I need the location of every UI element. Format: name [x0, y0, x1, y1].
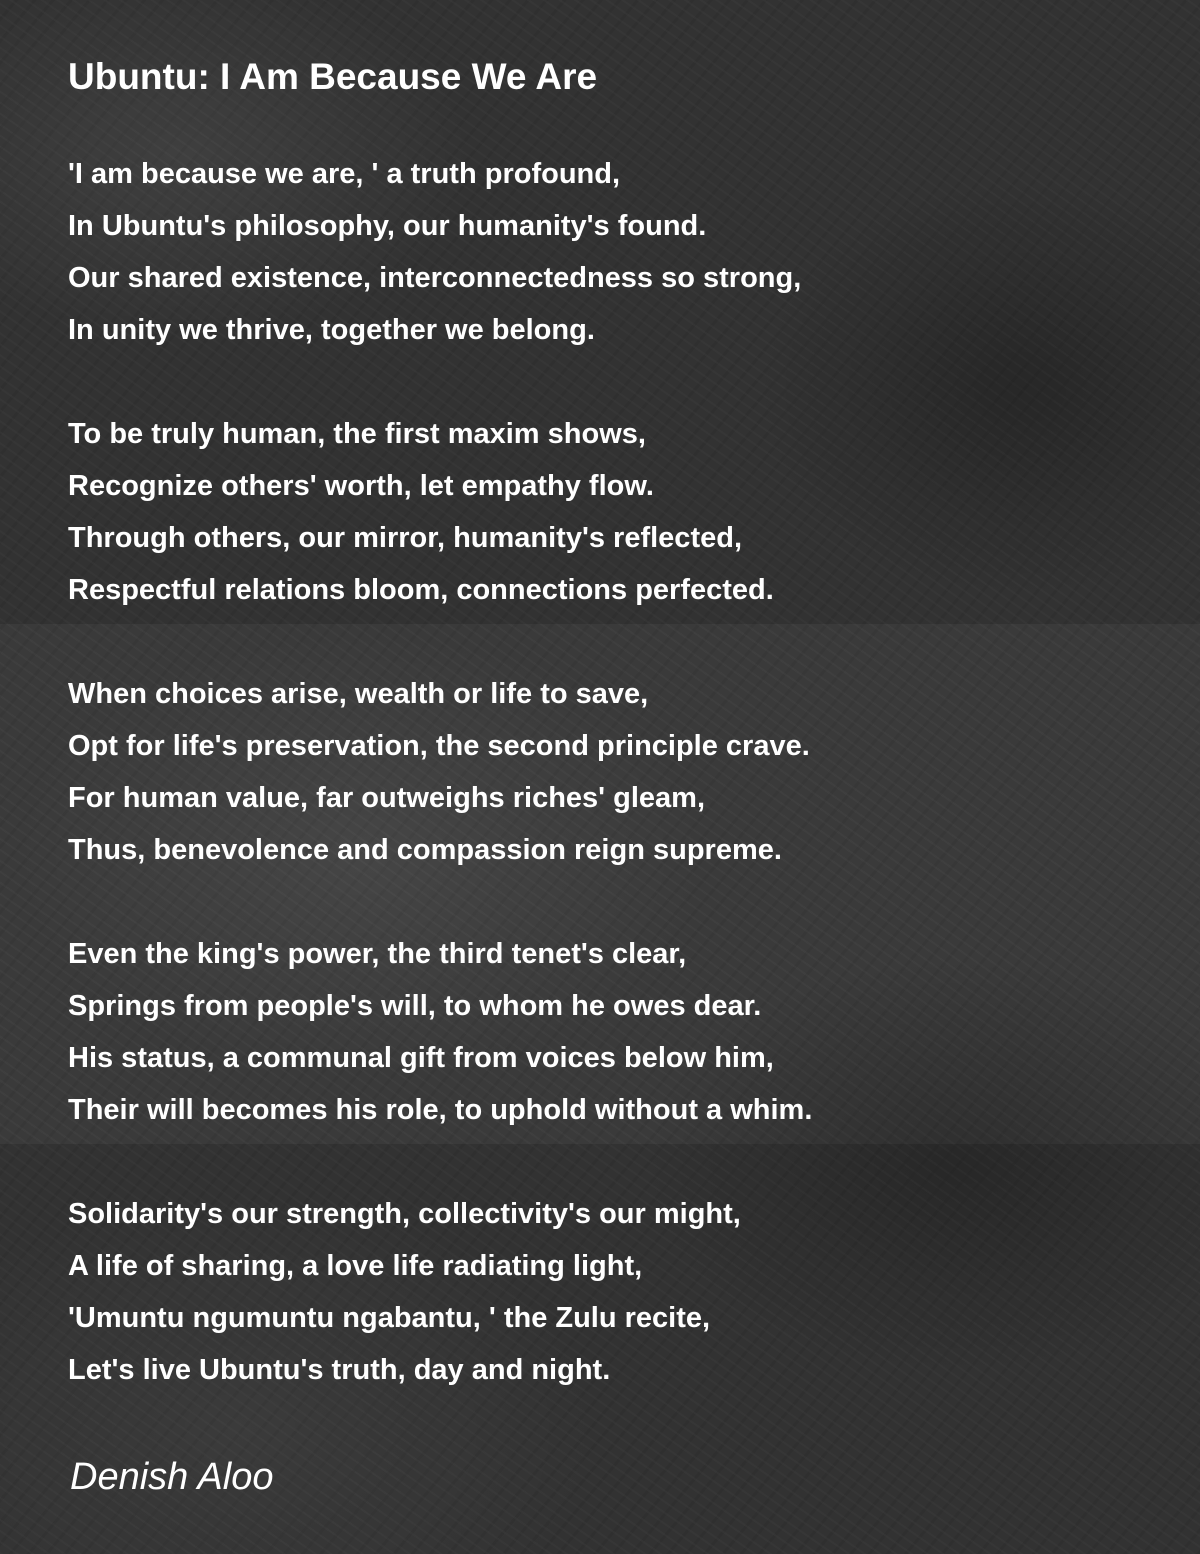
poem-line: Opt for life's preservation, the second principle crave.	[68, 730, 810, 762]
poem-line: Springs from people's will, to whom he owes dear.	[68, 990, 762, 1022]
poem-line: When choices arise, wealth or life to save,	[68, 678, 649, 710]
stanza-3	[68, 668, 812, 876]
poem-line: For human value, far outweighs riches' gleam,	[68, 782, 705, 814]
poem-line: Thus, benevolence and compassion reign supreme.	[68, 834, 782, 866]
poem-line: Let's live Ubuntu's truth, day and night.	[68, 1354, 611, 1386]
poem-line: Their will becomes his role, to uphold without a whim.	[68, 1094, 813, 1126]
stanza-1	[68, 148, 812, 356]
poem-line: A life of sharing, a love life radiating light,	[68, 1250, 643, 1282]
poem-title: Ubuntu: I Am Because We Are	[68, 56, 598, 97]
poem-line: Solidarity's our strength, collectivity's our might,	[68, 1198, 741, 1230]
poem-line: Recognize others' worth, let empathy flow.	[68, 470, 654, 502]
poem-line: 'I am because we are, ' a truth profound,	[68, 158, 621, 190]
stanza-4	[68, 928, 812, 1136]
poem-line: Through others, our mirror, humanity's reflected,	[68, 522, 742, 554]
poem-line: In unity we thrive, together we belong.	[68, 314, 595, 346]
poem-author: Denish Aloo	[70, 1456, 274, 1498]
stanza-5	[68, 1188, 812, 1396]
poem-line: 'Umuntu ngumuntu ngabantu, ' the Zulu recite,	[68, 1302, 711, 1334]
poem-line: Respectful relations bloom, connections perfected.	[68, 574, 774, 606]
poem-body	[68, 148, 812, 1448]
poem-line: To be truly human, the first maxim shows,	[68, 418, 646, 450]
poem-line: Our shared existence, interconnectedness so strong,	[68, 262, 802, 294]
stanza-2	[68, 408, 812, 616]
poem-line: His status, a communal gift from voices below him,	[68, 1042, 774, 1074]
poem-line: In Ubuntu's philosophy, our humanity's found.	[68, 210, 707, 242]
poem-line: Even the king's power, the third tenet's clear,	[68, 938, 687, 970]
